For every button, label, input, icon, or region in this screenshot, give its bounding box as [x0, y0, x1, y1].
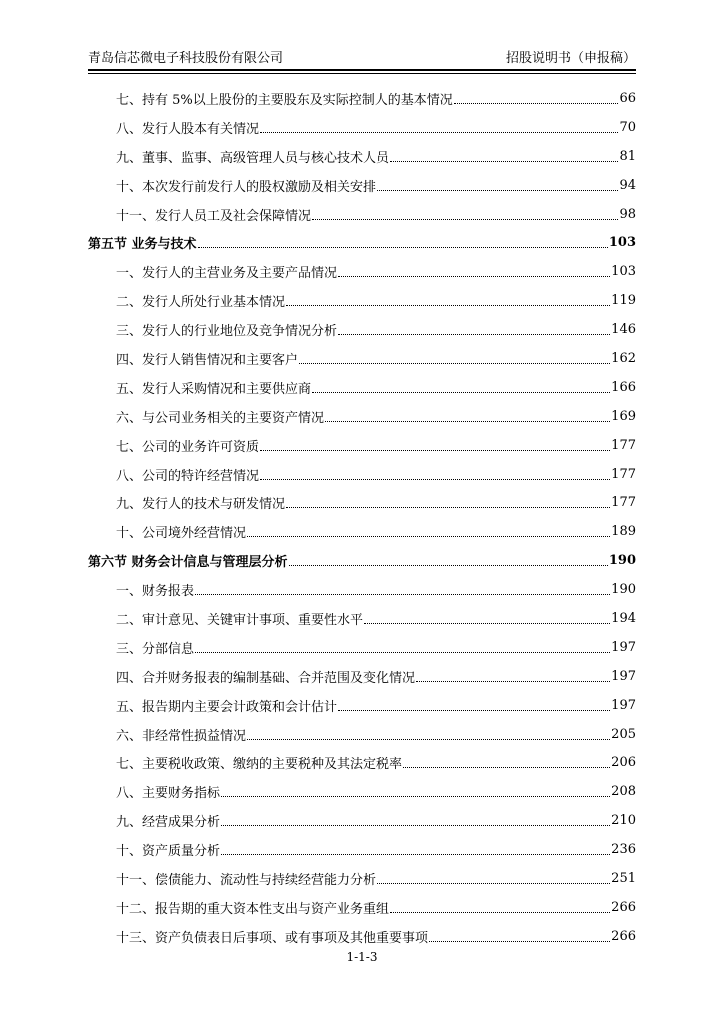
toc-entry-page: 266 — [611, 928, 636, 944]
toc-entry[interactable] — [88, 488, 636, 517]
toc-entry-page: 194 — [611, 610, 636, 626]
toc-dot-leader — [312, 219, 618, 220]
toc-entry[interactable] — [88, 517, 636, 546]
toc-entry-page: 206 — [611, 755, 636, 771]
toc-entry-page: 169 — [611, 408, 636, 424]
toc-entry-title: 十、公司境外经营情况 — [116, 526, 247, 542]
toc-entry-title: 二、发行人所处行业基本情况 — [116, 295, 286, 311]
toc-entry-page: 197 — [611, 697, 636, 713]
toc-dot-leader — [338, 334, 610, 335]
toc-entry-title: 十、资产质量分析 — [116, 844, 221, 860]
toc-entry[interactable] — [88, 864, 636, 893]
toc-dot-leader — [454, 103, 619, 104]
toc-dot-leader — [299, 363, 610, 364]
page-number: 1-1-3 — [346, 950, 378, 964]
toc-entry-page: 103 — [611, 264, 636, 280]
toc-entry-title: 一、发行人的主营业务及主要产品情况 — [116, 266, 338, 282]
toc-entry-title: 八、公司的特许经营情况 — [116, 468, 260, 484]
toc-entry-title: 六、与公司业务相关的主要资产情况 — [116, 410, 325, 426]
toc-section-entry[interactable] — [88, 546, 636, 575]
toc-entry-page: 81 — [619, 148, 636, 164]
toc-dot-leader — [221, 796, 610, 797]
toc-dot-leader — [338, 276, 610, 277]
toc-entry[interactable] — [88, 171, 636, 200]
toc-entry-title: 六、非经常性损益情况 — [116, 728, 247, 744]
toc-entry-page: 266 — [611, 899, 636, 915]
toc-dot-leader — [390, 161, 618, 162]
toc-entry-title: 十一、发行人员工及社会保障情况 — [116, 208, 312, 224]
toc-entry[interactable] — [88, 662, 636, 691]
toc-entry-title: 九、经营成果分析 — [116, 815, 221, 831]
toc-entry-title: 七、公司的业务许可资质 — [116, 439, 260, 455]
toc-entry[interactable] — [88, 200, 636, 229]
toc-dot-leader — [247, 536, 610, 537]
toc-entry-title: 四、合并财务报表的编制基础、合并范围及变化情况 — [116, 670, 416, 686]
toc-dot-leader — [198, 247, 608, 248]
toc-dot-leader — [221, 854, 610, 855]
toc-entry[interactable] — [88, 748, 636, 777]
toc-entry-page: 94 — [619, 177, 636, 193]
toc-dot-leader — [195, 652, 610, 653]
toc-dot-leader — [286, 305, 610, 306]
toc-entry[interactable] — [88, 84, 636, 113]
toc-entry[interactable] — [88, 286, 636, 315]
toc-entry-page: 236 — [611, 842, 636, 858]
toc-entry-title: 九、发行人的技术与研发情况 — [116, 497, 286, 513]
toc-entry-title: 八、主要财务指标 — [116, 786, 221, 802]
toc-entry-page: 208 — [611, 784, 636, 800]
toc-entry-page: 205 — [611, 726, 636, 742]
toc-entry[interactable] — [88, 142, 636, 171]
toc-dot-leader — [377, 190, 618, 191]
toc-entry-title: 第五节 业务与技术 — [88, 237, 197, 253]
toc-entry-title: 第六节 财务会计信息与管理层分析 — [88, 555, 288, 571]
toc-entry-title: 七、持有 5%以上股份的主要股东及实际控制人的基本情况 — [116, 92, 453, 108]
toc-entry-page: 119 — [611, 293, 636, 309]
toc-entry-page: 190 — [611, 582, 636, 598]
toc-dot-leader — [364, 623, 610, 624]
toc-dot-leader — [312, 392, 610, 393]
toc-entry-page: 189 — [611, 524, 636, 540]
toc-entry[interactable] — [88, 720, 636, 749]
table-of-contents — [88, 84, 636, 951]
toc-entry-page: 66 — [619, 90, 636, 106]
toc-entry-title: 三、发行人的行业地位及竞争情况分析 — [116, 324, 338, 340]
toc-entry-page: 70 — [619, 119, 636, 135]
header-document-title: 招股说明书（申报稿） — [505, 51, 636, 66]
toc-dot-leader — [403, 767, 610, 768]
toc-dot-leader — [195, 594, 610, 595]
toc-dot-leader — [377, 883, 610, 884]
toc-entry-title: 一、财务报表 — [116, 584, 195, 600]
toc-entry-page: 162 — [611, 350, 636, 366]
toc-entry[interactable] — [88, 835, 636, 864]
toc-entry-title: 五、报告期内主要会计政策和会计估计 — [116, 699, 338, 715]
toc-entry-title: 十一、偿债能力、流动性与持续经营能力分析 — [116, 872, 377, 888]
toc-dot-leader — [247, 739, 610, 740]
toc-dot-leader — [289, 565, 608, 566]
toc-entry-page: 177 — [611, 495, 636, 511]
toc-dot-leader — [416, 681, 610, 682]
toc-entry[interactable] — [88, 633, 636, 662]
toc-entry[interactable] — [88, 402, 636, 431]
toc-entry[interactable] — [88, 893, 636, 922]
toc-entry[interactable] — [88, 373, 636, 402]
toc-entry-title: 九、董事、监事、高级管理人员与核心技术人员 — [116, 150, 390, 166]
toc-entry-page: 177 — [611, 466, 636, 482]
toc-entry[interactable] — [88, 806, 636, 835]
toc-entry[interactable] — [88, 575, 636, 604]
toc-dot-leader — [390, 912, 610, 913]
toc-entry-title: 七、主要税收政策、缴纳的主要税种及其法定税率 — [116, 757, 403, 773]
toc-entry-page: 103 — [608, 235, 636, 251]
toc-entry-title: 十、本次发行前发行人的股权激励及相关安排 — [116, 179, 377, 195]
toc-dot-leader — [221, 825, 610, 826]
toc-entry[interactable] — [88, 431, 636, 460]
toc-entry-page: 197 — [611, 668, 636, 684]
toc-section-entry[interactable] — [88, 228, 636, 257]
toc-entry[interactable] — [88, 460, 636, 489]
header-company-name: 青岛信芯微电子科技股份有限公司 — [88, 51, 284, 66]
toc-entry-page: 197 — [611, 639, 636, 655]
toc-entry-title: 五、发行人采购情况和主要供应商 — [116, 381, 312, 397]
toc-entry-page: 251 — [611, 870, 636, 886]
toc-entry-page: 98 — [619, 206, 636, 222]
page-header — [88, 49, 636, 71]
toc-dot-leader — [260, 479, 610, 480]
toc-entry[interactable] — [88, 604, 636, 633]
toc-dot-leader — [260, 450, 610, 451]
toc-entry[interactable] — [88, 257, 636, 286]
toc-entry-page: 190 — [608, 553, 636, 569]
toc-entry-title: 十三、资产负债表日后事项、或有事项及其他重要事项 — [116, 930, 429, 946]
toc-entry-page: 210 — [611, 813, 636, 829]
toc-dot-leader — [260, 132, 618, 133]
toc-dot-leader — [286, 507, 610, 508]
toc-entry[interactable] — [88, 777, 636, 806]
toc-entry-title: 二、审计意见、关键审计事项、重要性水平 — [116, 612, 364, 628]
toc-entry-title: 三、分部信息 — [116, 641, 195, 657]
toc-entry-page: 166 — [611, 379, 636, 395]
toc-entry-page: 146 — [611, 322, 636, 338]
toc-entry[interactable] — [88, 344, 636, 373]
toc-entry-title: 八、发行人股本有关情况 — [116, 121, 260, 137]
toc-dot-leader — [338, 710, 610, 711]
toc-entry-page: 177 — [611, 437, 636, 453]
toc-entry-title: 十二、报告期的重大资本性支出与资产业务重组 — [116, 901, 390, 917]
toc-entry[interactable] — [88, 315, 636, 344]
toc-dot-leader — [429, 941, 610, 942]
toc-entry-title: 四、发行人销售情况和主要客户 — [116, 352, 299, 368]
toc-entry[interactable] — [88, 113, 636, 142]
toc-entry[interactable] — [88, 691, 636, 720]
toc-entry[interactable] — [88, 922, 636, 951]
toc-dot-leader — [325, 421, 610, 422]
